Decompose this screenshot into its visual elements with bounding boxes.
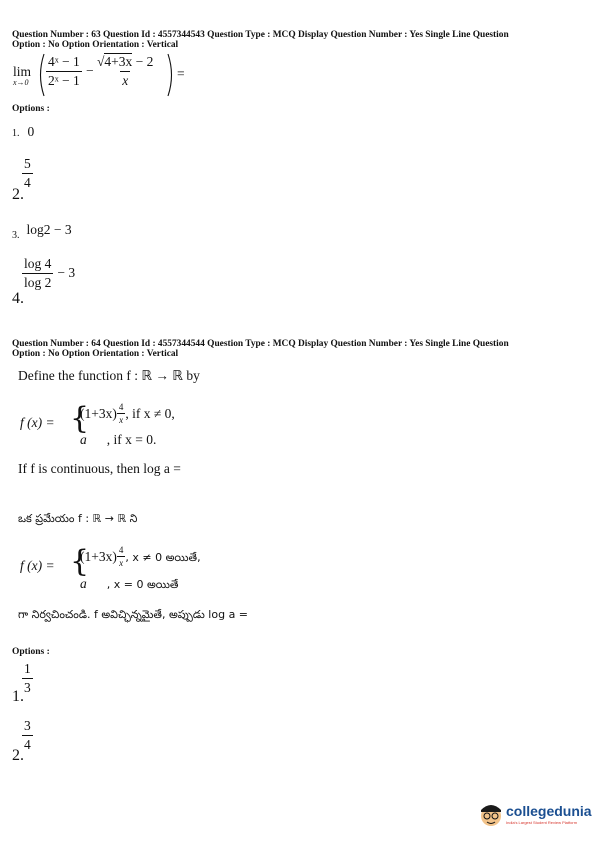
case2-expression: a	[80, 576, 87, 591]
q63-option-4[interactable]	[22, 256, 75, 291]
q64-case1-en	[80, 402, 175, 425]
logo-name: collegedunia	[506, 803, 592, 819]
limit-fraction-2	[95, 54, 155, 89]
equals-sign: =	[177, 66, 185, 81]
option-numerator: 5	[24, 156, 31, 171]
option-text: log2 − 3	[26, 222, 72, 237]
q64-case2-te	[80, 576, 178, 594]
q64-fx-label-en: f (x) =	[20, 415, 55, 430]
q64-option-1[interactable]	[22, 661, 33, 696]
case1-condition-te: , x ≠ 0 అయితే,	[125, 551, 201, 564]
option-text: 0	[27, 124, 35, 139]
q64-continuous-line: If f is continuous, then log a =	[18, 461, 181, 476]
q64-option-1-number: 1.	[12, 688, 24, 705]
q64-define-line: Define the function f : ℝ → ℝ by	[18, 368, 200, 383]
q63-option-1[interactable]	[12, 123, 34, 141]
case1-expression: (1+3x)	[80, 549, 117, 564]
q64-fx-label-te: f (x) =	[20, 558, 55, 573]
logo-tagline: India's Largest Student Review Platform	[506, 820, 578, 825]
option-denominator: 4	[24, 175, 31, 190]
frac2-numerator	[95, 54, 155, 71]
collegedunia-logo	[478, 800, 592, 830]
q63-option-3[interactable]	[12, 221, 72, 239]
exponent-denominator: x	[119, 415, 124, 425]
option-denominator: 4	[24, 737, 31, 752]
minus-sign: −	[86, 63, 94, 78]
frac2-denominator: x	[122, 73, 129, 88]
lim-text: lim	[13, 64, 32, 79]
case2-expression: a	[80, 432, 87, 447]
case2-condition-te: , x = 0 అయితే	[106, 578, 179, 591]
limit-operator	[13, 65, 31, 87]
q64-case1-te	[80, 545, 201, 568]
option-number: 1.	[12, 128, 20, 139]
radical-icon: √	[97, 54, 105, 69]
q64-telugu-define-line: ఒక ప్రమేయం f : ℝ → ℝ ని	[18, 512, 138, 525]
q63-option-4-number: 4.	[12, 290, 24, 307]
frac1-denominator: 2ˣ − 1	[48, 73, 80, 88]
question-64-meta	[12, 339, 582, 359]
q63-option-2-number: 2.	[12, 186, 24, 203]
option-denominator: log 2	[24, 275, 52, 290]
q63-options-label: Options :	[12, 104, 50, 114]
q63-option-2[interactable]	[22, 156, 33, 191]
limit-fraction-1	[46, 54, 82, 89]
q64-options-label: Options :	[12, 647, 50, 657]
case2-condition: , if x = 0.	[106, 432, 157, 447]
exponent-denominator: x	[119, 558, 124, 568]
q64-telugu-continuous-line: గా నిర్వచించండి. f అవిచ్ఛిన్నమైతే, అప్పుడు log a =	[18, 608, 249, 621]
option-numerator: 3	[24, 718, 31, 733]
question-63-meta-line1: Question Number : 63 Question Id : 4557344543 Question Type : MCQ Display Question Number : Yes Single Line Question	[12, 30, 509, 40]
frac2-numerator-tail: − 2	[135, 54, 154, 69]
mascot-icon	[478, 800, 504, 828]
question-63-meta-line2: Option : No Option Orientation : Vertical	[12, 40, 179, 50]
left-brace-icon-te: {	[70, 544, 90, 579]
left-brace-icon: {	[70, 401, 90, 436]
q64-case2-en	[80, 432, 156, 448]
option-denominator: 3	[24, 680, 31, 695]
right-paren-icon	[166, 52, 176, 98]
question-63-meta	[12, 30, 582, 50]
case1-condition: , if x ≠ 0,	[125, 406, 175, 421]
question-64-meta-line1: Question Number : 64 Question Id : 4557344544 Question Type : MCQ Display Question Number : Yes Single Line Question	[12, 339, 509, 349]
q64-option-2-number: 2.	[12, 747, 24, 764]
option-number: 3.	[12, 230, 20, 241]
option-numerator: 1	[24, 661, 31, 676]
radical-content: 4+3x	[104, 54, 133, 69]
case1-expression: (1+3x)	[80, 406, 117, 421]
option-tail: − 3	[57, 265, 76, 281]
exponent-numerator: 4	[118, 545, 124, 555]
frac1-numerator: 4ˣ − 1	[48, 54, 80, 69]
exponent-numerator: 4	[118, 402, 124, 412]
question-64-meta-line2: Option : No Option Orientation : Vertical	[12, 349, 179, 359]
option-numerator: log 4	[24, 256, 52, 271]
q64-option-2[interactable]	[22, 718, 33, 753]
left-paren-icon	[36, 52, 46, 98]
lim-subscript: x→0	[13, 78, 29, 87]
